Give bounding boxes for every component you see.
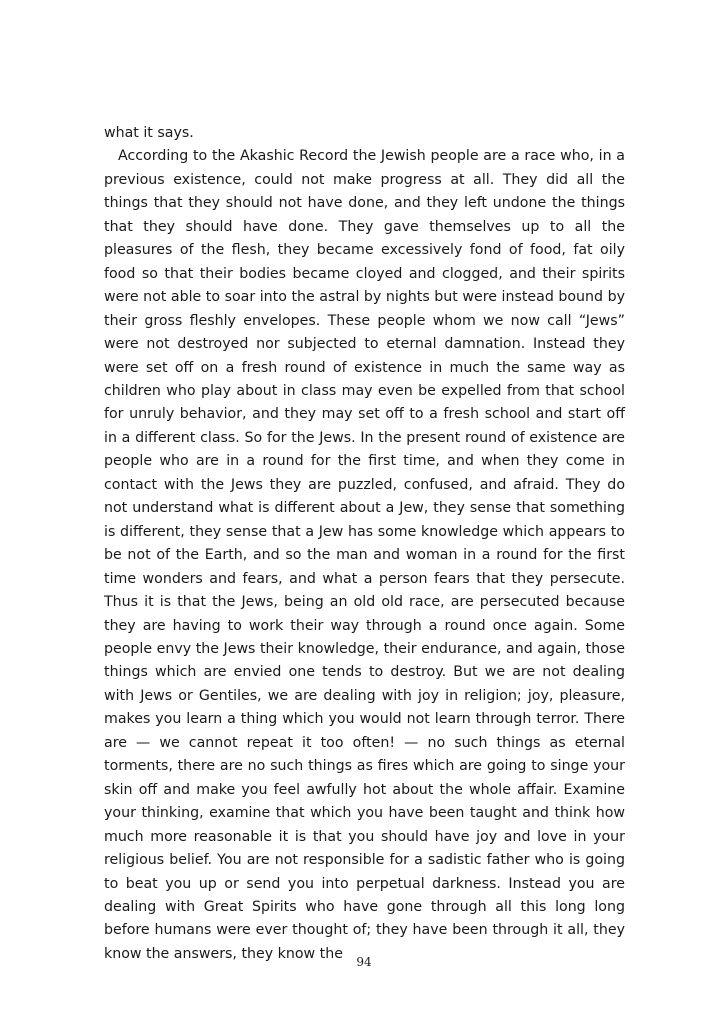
- paragraph-continuation: what it says.: [104, 125, 194, 141]
- paragraph-akashic-record: According to the Akashic Record the Jewish people are a race who, in a previous existence, could not make progress at all. They did all the things that they should not have done, and they left undone the things that they should have done. They gave themselves up to all the pleasures of the flesh, they became excessively fond of food, fat oily food so that their bodies became cloyed and clogged, and their spirits were not able to soar into the astral by nights but were instead bound by their gross fleshly envelopes. These people whom we now call “Jews” were not destroyed nor subjected to eternal damnation. Instead they were set off on a fresh round of existence in much the same way as children who play about in class may even be expelled from that school for unruly behavior, and they may set off to a fresh school and start off in a different class. So for the Jews. In the present round of existence are people who are in a round for the first time, and when they come in contact with the Jews they are puzzled, confused, and afraid. They do not understand what is different about a Jew, they sense that something is different, they sense that a Jew has some knowledge which appears to be not of the Earth, and so the man and woman in a round for the first time wonders and fears, and what a person fears that they persecute. Thus it is that the Jews, being an old old race, are persecuted because they are having to work their way through a round once again. Some people envy the Jews their knowledge, their endurance, and again, those things which are envied one tends to destroy. But we are not dealing with Jews or Gentiles, we are dealing with joy in religion; joy, pleasure, makes you learn a thing which you would not learn through terror. There are — we cannot repeat it too often! — no such things as eternal torments, there are no such things as fires which are going to singe your skin off and make you feel awfully hot about the whole affair. Examine your thinking, examine that which you have been taught and think how much more reasonable it is that you should have joy and love in your religious belief. You are not responsible for a sadistic father who is going to beat you up or send you into perpetual darkness. Instead you are dealing with Great Spirits who have gone through all this long long before humans were ever thought of; they have been through it all, they know the answers, they know the: [104, 148, 625, 962]
- body-text: [104, 122, 625, 966]
- page-number: 94: [356, 955, 372, 969]
